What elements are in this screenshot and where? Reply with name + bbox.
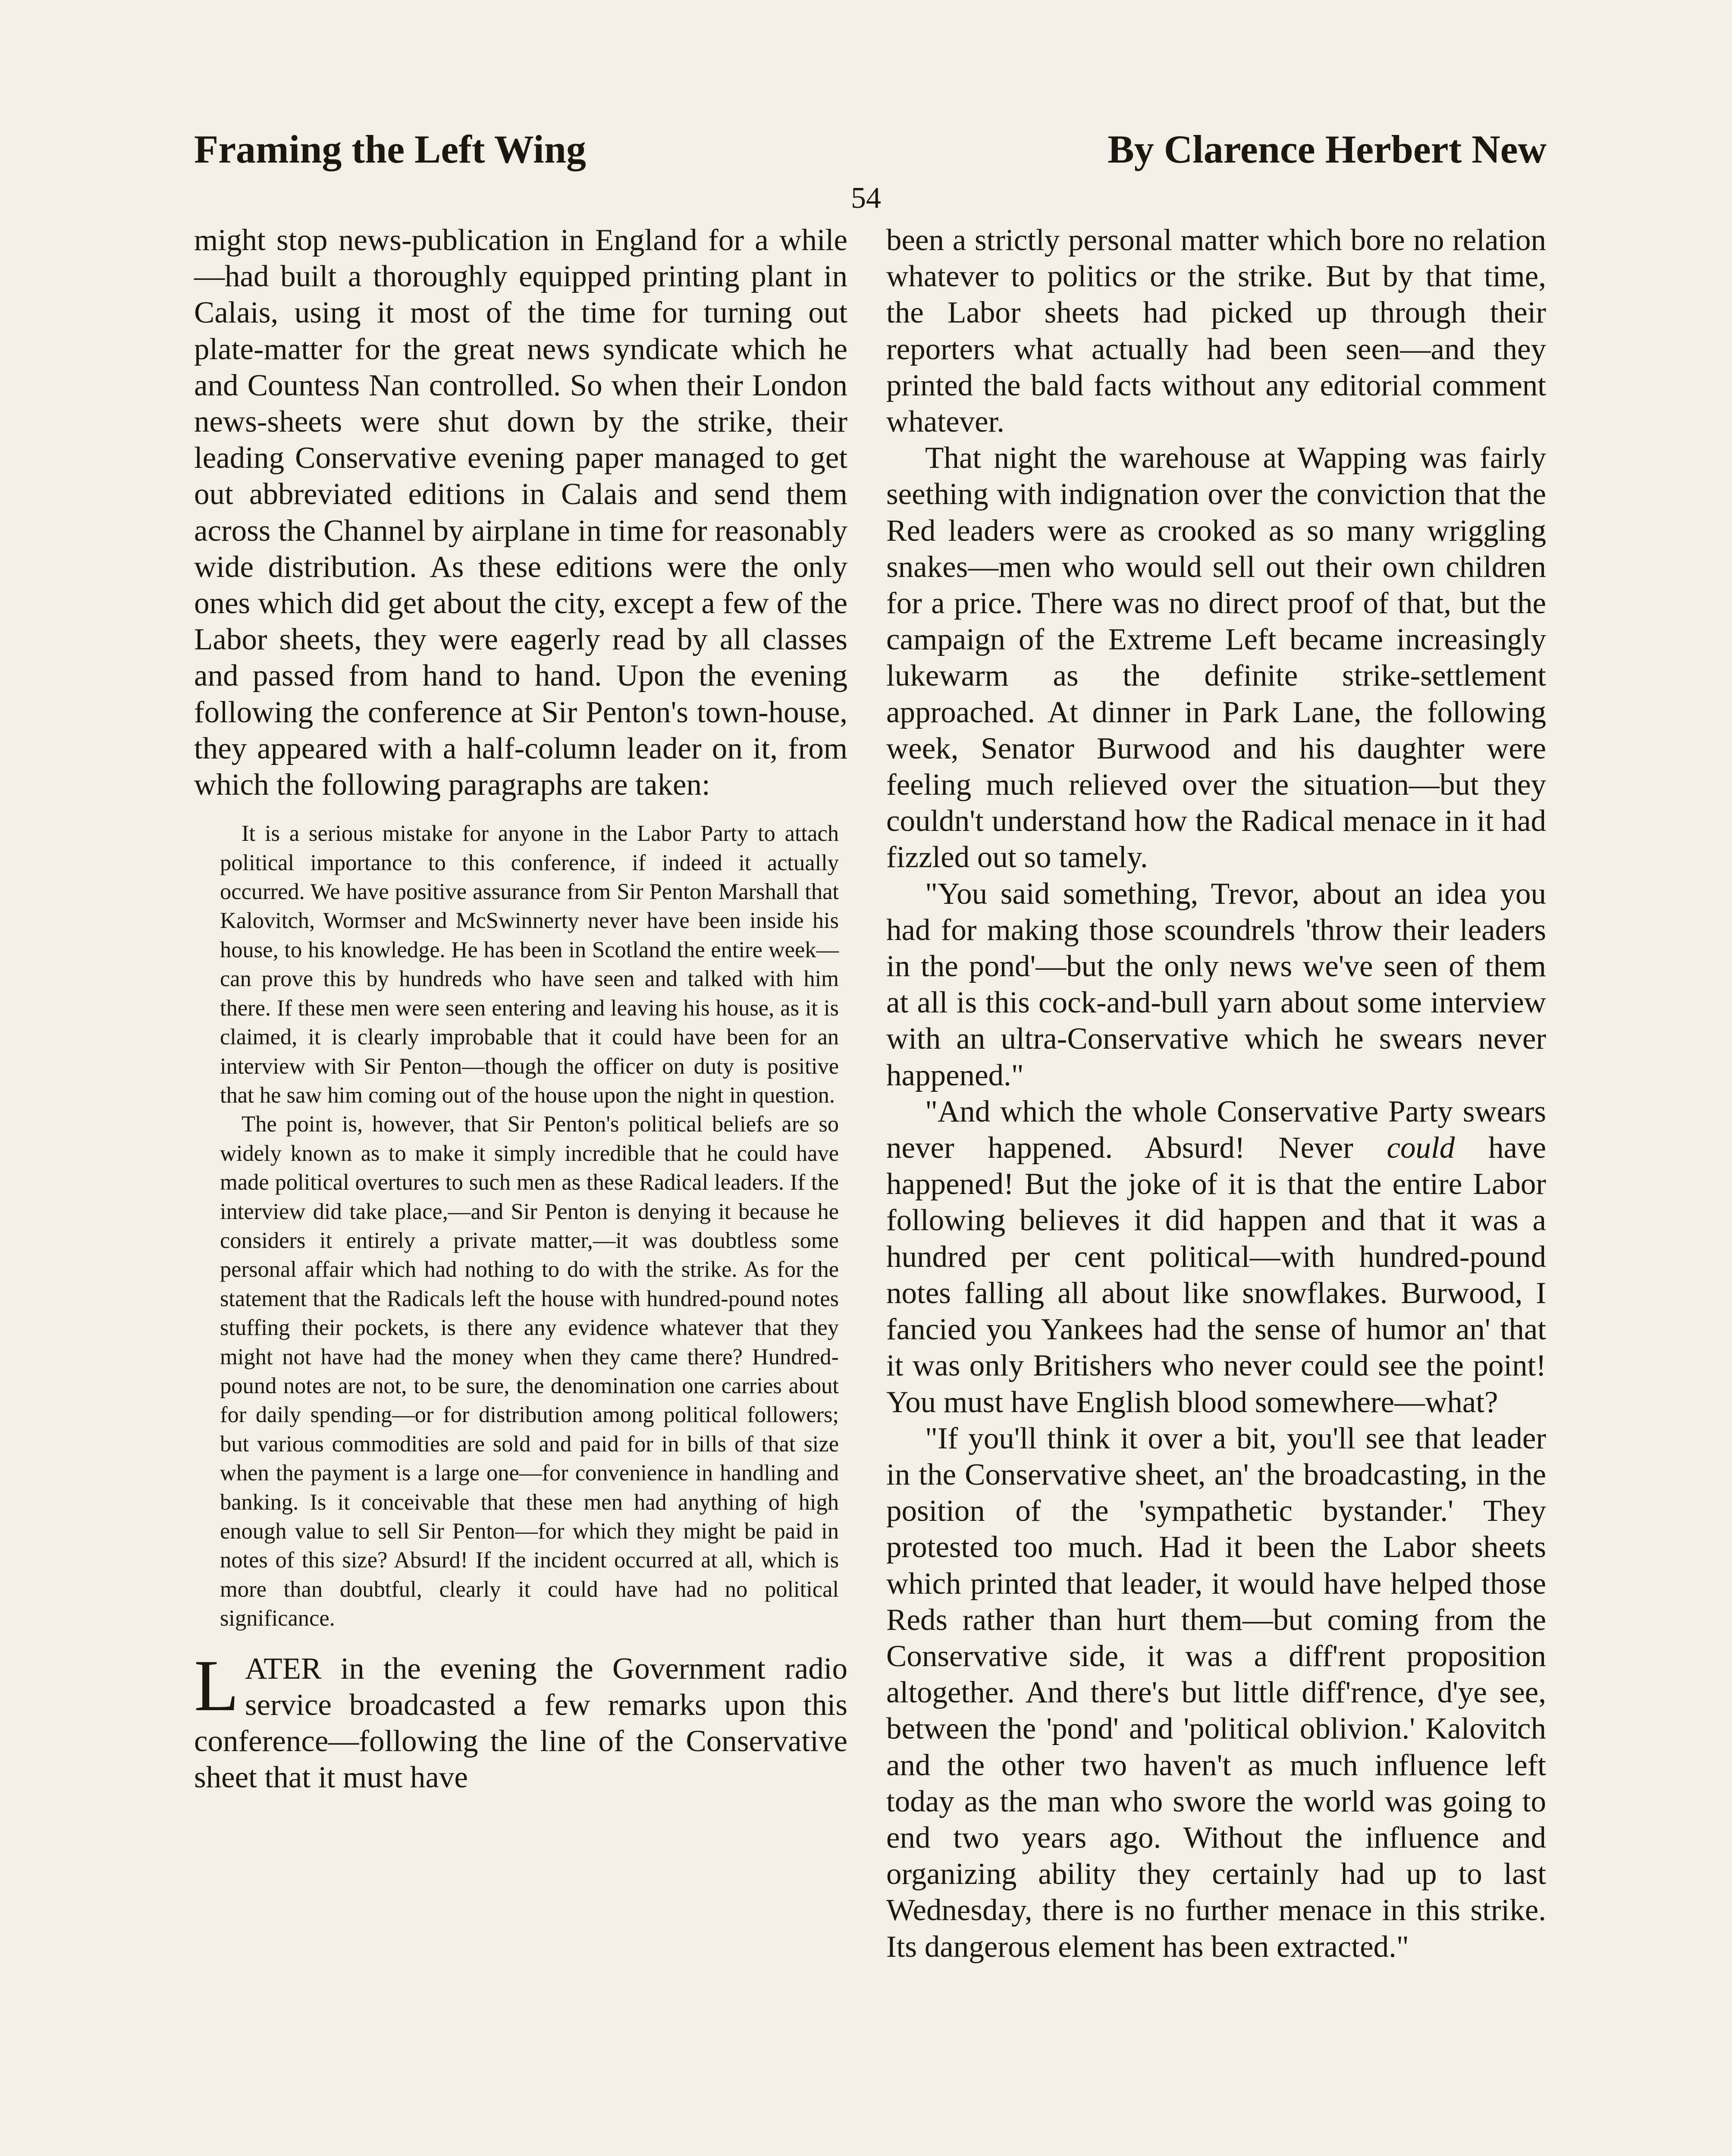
right-paragraph-3: "You said something, Trevor, about an idea you had for making those scoundrels 'throw their leaders in the pond'—but the only news we've seen of them at all is this cock-and-bull yarn about some interview with an ultra-Conservative which he swears never happened." <box>886 877 1546 1092</box>
article-author: By Clarence Herbert New <box>1108 127 1547 171</box>
right-paragraph-1: been a strictly personal matter which bore no relation whatever to politics or the strike. But by that time, the Labor sheets had picked up through their reporters what actually had been seen—and they printed the bald facts without any editorial comment whatever. <box>886 223 1546 439</box>
left-paragraph-1: might stop news-publication in England for a while—had built a thoroughly equipped printing plant in Calais, using it most of the time for turning out plate-matter for the great news syndicate which he and Countess Nan controlled. So when their London news-sheets were shut down by the strike, their leading Conservative evening paper managed to get out abbreviated editions in Calais and send them across the Channel by airplane in time for reasonably wide distribution. As these editions were the only ones which did get about the city, except a few of the Labor sheets, they were eagerly read by all classes and passed from hand to hand. Upon the evening following the conference at Sir Penton's town-house, they appeared with a half-column leader on it, from which the following paragraphs are taken: <box>194 223 847 802</box>
quote-paragraph-2: The point is, however, that Sir Penton's political beliefs are so widely known as to make it simply incredible that he could have made political overtures to such men as these Radical leaders. If the interview did take place,—and Sir Penton is denying it because he considers it entirely a private matter,—it was doubtless some personal affair which had nothing to do with the strike. As for the statement that the Radicals left the house with hundred-pound notes stuffing their pockets, is there any evidence whatever that they might not have had the money when they came there? Hundred-pound notes are not, to be sure, the denomination one carries about for daily spending—or for distribution among political followers; but various commodities are sold and paid for in bills of that size when the payment is a large one—for convenience in handling and banking. Is it conceivable that these men had anything of high enough value to sell Sir Penton—for which they might be paid in notes of this size? Absurd! If the incident occurred at all, which is more than doubtful, clearly it could have had no political significance. <box>220 1112 839 1631</box>
drop-cap: L <box>194 1645 239 1726</box>
right-paragraph-2: That night the warehouse at Wapping was fairly seething with indignation over the conviction that the Red leaders were as crooked as so many wriggling snakes—men who would sell out their own children for a price. There was no direct proof of that, but the campaign of the Extreme Left became increasingly lukewarm as the definite strike-settlement approached. At dinner in Park Lane, the following week, Senator Burwood and his daughter were feeling much relieved over the situation—but they couldn't understand how the Radical menace in it had fizzled out so tamely. <box>886 441 1546 874</box>
right-paragraph-4 <box>886 1094 1546 1420</box>
right-paragraph-4-a: "And which the whole Conservative Party swears never happened. Absurd! Never <box>886 1094 1546 1165</box>
left-column <box>194 222 847 1796</box>
quoted-leader <box>220 819 839 1633</box>
left-paragraph-2-text: ATER in the evening the Government radio service broadcasted a few remarks upon this conference—following the line of the Conservative sheet that it must have <box>194 1651 847 1795</box>
right-column <box>886 222 1546 1965</box>
right-paragraph-4-b: have happened! But the joke of it is that the entire Labor following believes it did happen and that it was a hundred per cent political—with hundred-pound notes falling all about like snowflakes. Burwood, I fancied you Yankees had the sense of humor an' that it was only Britishers who never could see the point! You must have English blood somewhere—what? <box>886 1131 1546 1419</box>
emphasis-could: could <box>1387 1131 1455 1165</box>
quote-paragraph-1: It is a serious mistake for anyone in the Labor Party to attach political importance to this conference, if indeed it actually occurred. We have positive assurance from Sir Penton Marshall that Kalovitch, Wormser and McSwinnerty never have been inside his house, to his knowledge. He has been in Scotland the entire week—can prove this by hundreds who have seen and talked with him there. If these men were seen entering and leaving his house, as it is claimed, it is clearly improbable that it could have been for an interview with Sir Penton—though the officer on duty is positive that he saw him coming out of the house upon the night in question. <box>220 821 839 1108</box>
article-title: Framing the Left Wing <box>194 127 586 171</box>
right-paragraph-5: "If you'll think it over a bit, you'll see that leader in the Conservative sheet, an' the broadcasting, in the position of the 'sympathetic bystander.' They protested too much. Had it been the Labor sheets which printed that leader, it would have helped those Reds rather than hurt them—but coming from the Conservative side, it was a diff'rent proposition altogether. And there's but little diff'rence, d'ye see, between the 'pond' and 'political oblivion.' Kalovitch and the other two haven't as much influence left today as the man who swore the world was going to end two years ago. Without the influence and organizing ability they certainly had up to last Wednesday, there is no further menace in this strike. Its dangerous element has been extracted." <box>886 1421 1546 1964</box>
page-number: 54 <box>851 182 881 215</box>
left-paragraph-2 <box>194 1645 847 1796</box>
